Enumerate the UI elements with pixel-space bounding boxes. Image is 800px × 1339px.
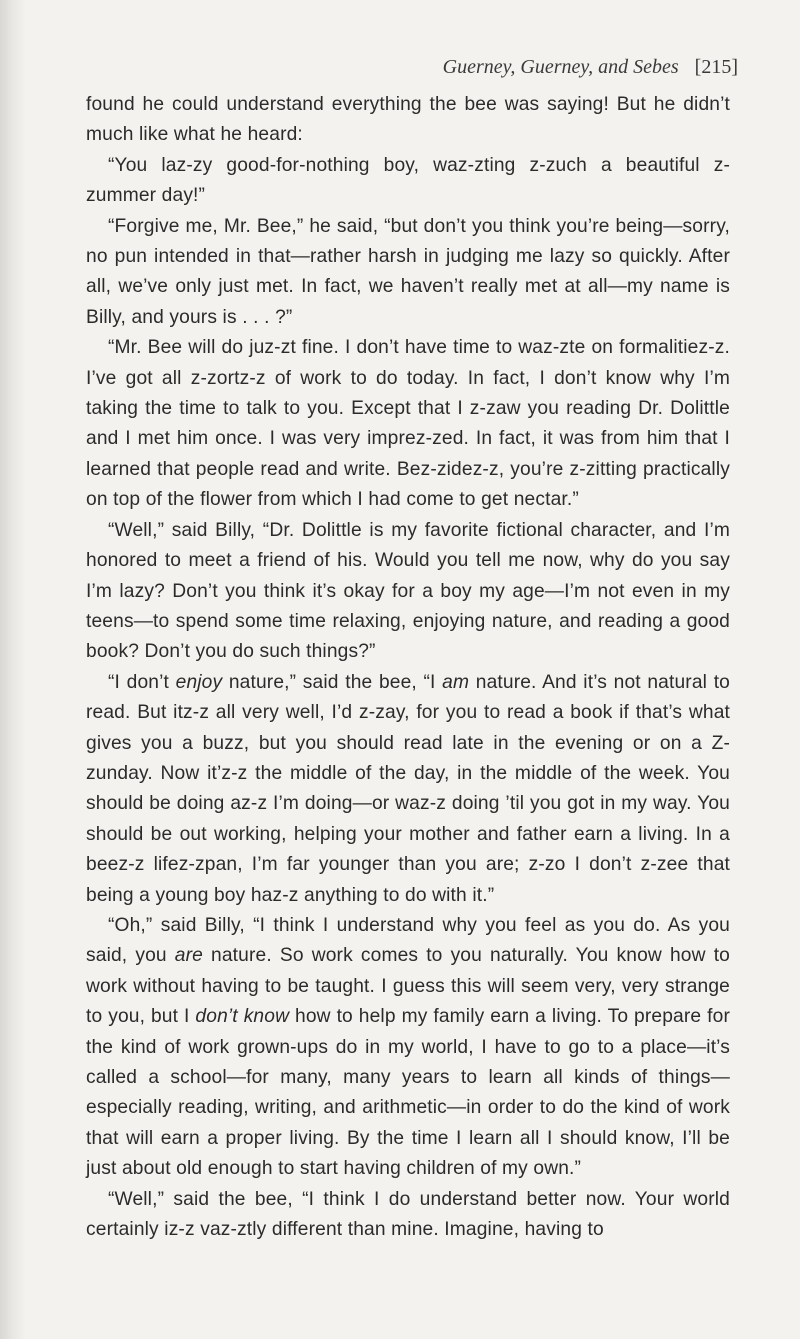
text-run: “You laz-zy good-for-nothing boy, waz-zting z-zuch a beautiful z-zummer day!” bbox=[86, 154, 730, 207]
paragraph bbox=[86, 212, 730, 334]
paragraph bbox=[86, 1185, 730, 1246]
emphasis-text: enjoy bbox=[175, 671, 223, 693]
emphasis-text: am bbox=[442, 671, 470, 693]
paragraph bbox=[86, 90, 730, 151]
text-run: “Forgive me, Mr. Bee,” he said, “but don’t you think you’re being—sorry, no pun intended in that—rather harsh in judging me lazy so quickly. After all, we’ve only just met. In fact, we haven’t really met at all—my name is Billy, and yours is . . . ?” bbox=[86, 215, 730, 328]
emphasis-text: don’t know bbox=[195, 1006, 290, 1028]
paragraph bbox=[86, 516, 730, 668]
text-run: “Well,” said the bee, “I think I do understand better now. Your world certainly iz-z vaz-ztly different than mine. Imagine, having to bbox=[86, 1188, 730, 1241]
text-run: how to help my family earn a living. To prepare for the kind of work grown-ups do in my world, I have to go to a place—it’s called a school—for many, many years to learn all kinds of things—especially reading, writing, and arithmetic—in order to do the kind of work that will earn a proper living. By the time I learn all I should know, I’ll be just about old enough to start having children of my own.” bbox=[86, 1006, 730, 1180]
text-run: found he could understand everything the bee was saying! But he didn’t much like what he heard: bbox=[86, 94, 730, 146]
page-number: [215] bbox=[694, 56, 738, 78]
running-head bbox=[443, 56, 738, 79]
text-run: “Well,” said Billy, “Dr. Dolittle is my favorite fictional character, and I’m honored to meet a friend of his. Would you tell me now, why do you say I’m lazy? Don’t you think it’s okay for a boy my age—I’m not even in my teens—to spend some time relaxing, enjoying nature, and reading a good book? Don’t you do such things?” bbox=[86, 519, 730, 663]
paragraph bbox=[86, 668, 730, 911]
page-gutter-shadow bbox=[0, 0, 26, 1339]
running-head-title: Guerney, Guerney, and Sebes bbox=[442, 56, 679, 78]
text-run: “Mr. Bee will do juz-zt fine. I don’t have time to waz-zte on formalitiez-z. I’ve got all z-zortz-z of work to do today. In fact, I don’t know why I’m taking the time to talk to you. Except that I z-zaw you reading Dr. Dolittle and I met him once. I was very imprez-zed. In fact, it was from him that I learned that people read and write. Bez-zidez-z, you’re z-zitting practically on top of the flower from which I had come to get nectar.” bbox=[86, 337, 730, 511]
paragraph bbox=[86, 333, 730, 515]
text-run: “I don’t bbox=[108, 671, 176, 693]
text-run: nature. And it’s not natural to read. But itz-z all very well, I’d z-zay, for you to read a book if that’s what gives you a buzz, but you should read late in the evening or on a Z-zunday. Now it’z-z the middle of the day, in the middle of the week. You should be doing az-z I’m doing—or waz-z doing ’til you got in my way. You should be out working, helping your mother and father earn a living. In a beez-z lifez-zpan, I’m far younger than you are; z-zo I don’t z-zee that being a young boy haz-z anything to do with it.” bbox=[86, 671, 730, 906]
text-run: “Oh,” said Billy, “I think I understand why you feel as you do. As you said, you bbox=[86, 914, 730, 967]
text-run: nature,” said the bee, “I bbox=[222, 671, 443, 693]
paragraph bbox=[86, 911, 730, 1185]
emphasis-text: are bbox=[174, 945, 203, 967]
paragraph bbox=[86, 151, 730, 212]
body-text bbox=[86, 90, 730, 1245]
text-run: nature. So work comes to you naturally. You know how to work without having to be taught. I guess this will seem very, very strange to you, but I bbox=[86, 945, 730, 1028]
